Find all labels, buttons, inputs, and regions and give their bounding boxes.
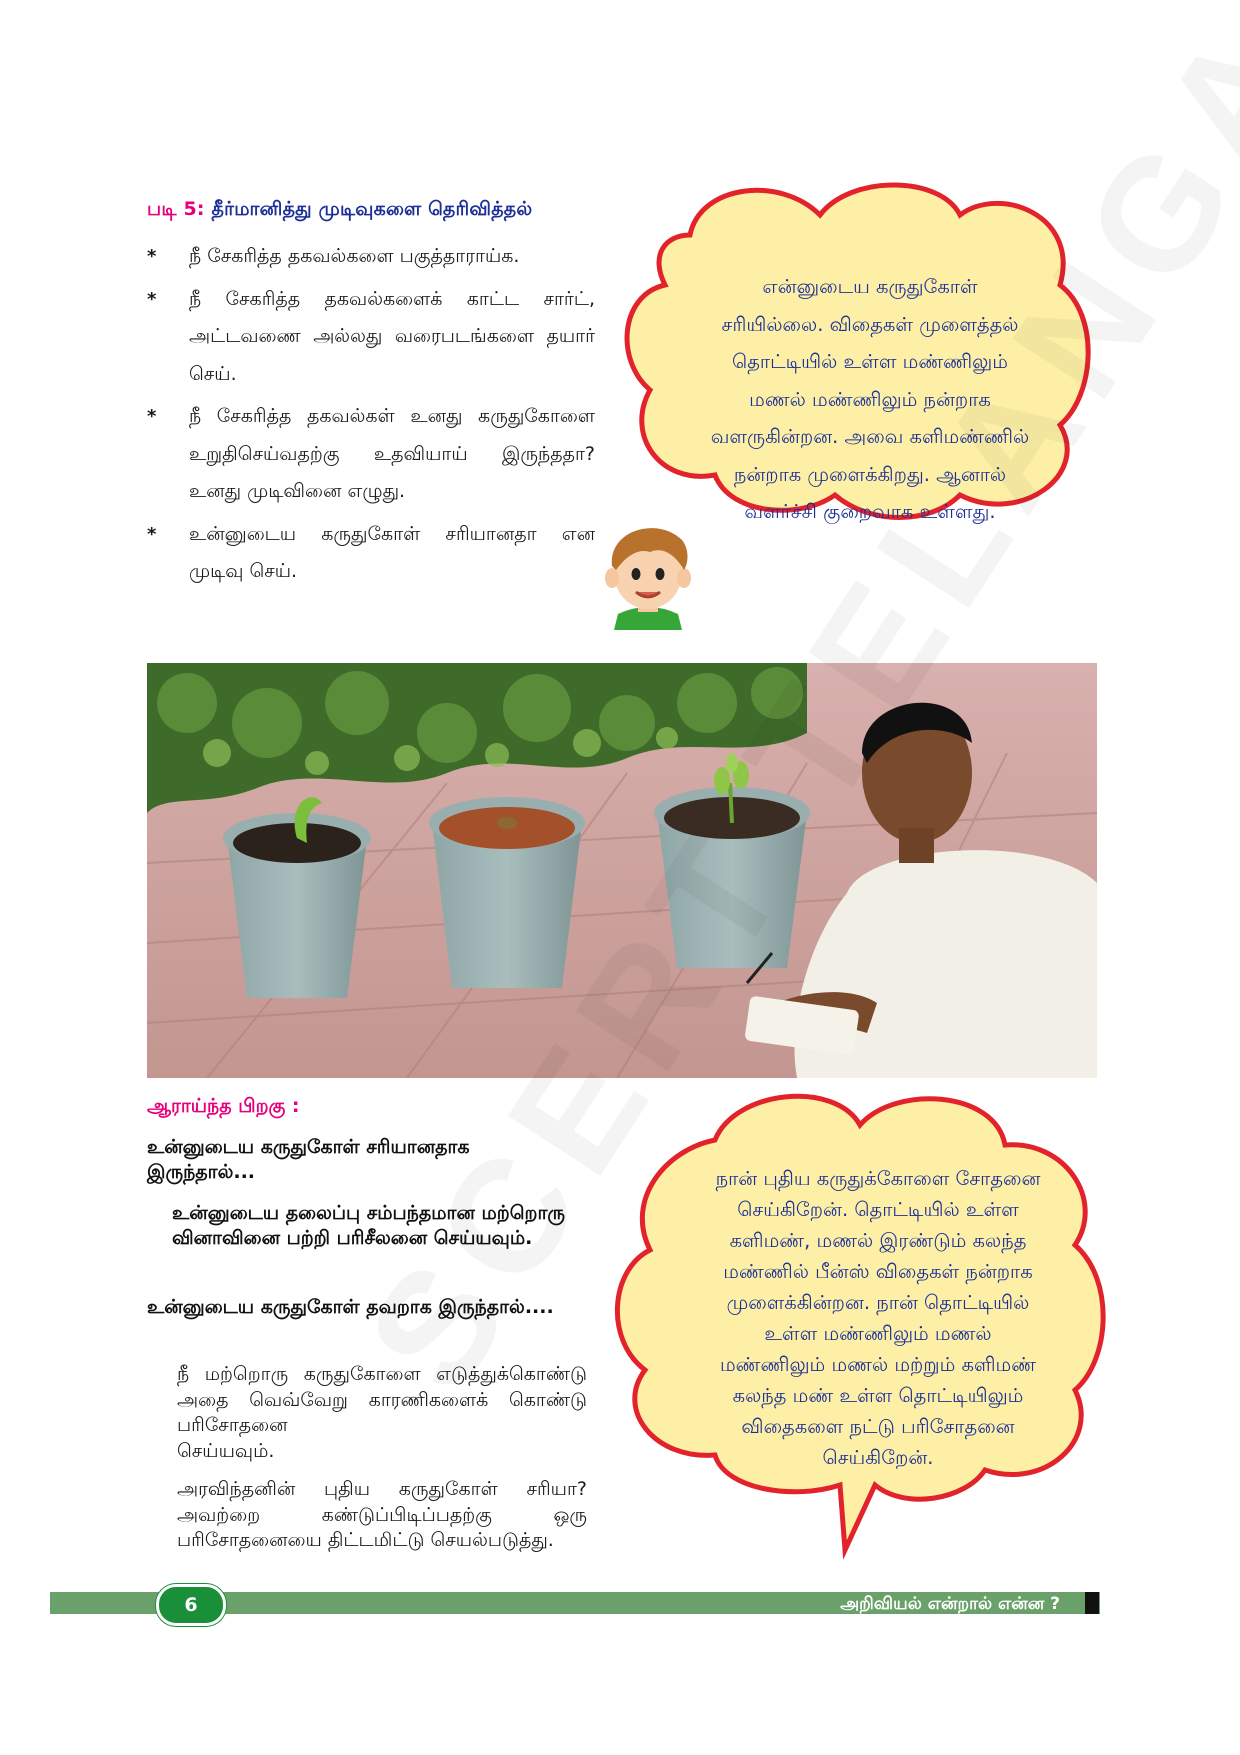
cloud-line: செய்கிறேன். தொட்டியில் உள்ள	[737, 1198, 1019, 1221]
pot-soil	[223, 797, 371, 998]
list-item-text: நீ சேகரித்த தகவல்களை பகுத்தாராய்க.	[189, 245, 520, 267]
cloud-line: என்னுடைய கருதுகோள்	[762, 275, 978, 298]
cloud-line: உள்ள மண்ணிலும் மணல்	[764, 1322, 992, 1345]
cloud-1-text	[655, 268, 1085, 531]
case1-title: உன்னுடைய கருதுகோள் சரியானதாக இருந்தால்...	[147, 1136, 470, 1183]
bullet-star-icon: *	[147, 406, 157, 427]
list-item	[145, 398, 595, 511]
list-item	[145, 281, 595, 394]
aravind-question-main: அரவிந்தனின் புதிய கருதுகோள் சரியா? அவற்றை கண்டுப்பிடிப்பதற்கு ஒரு	[177, 1478, 587, 1526]
cloud-line: மண்ணில் பீன்ஸ் விதைகள் நன்றாக	[723, 1260, 1033, 1283]
cloud-line: வளருகின்றன. அவை களிமண்ணில்	[710, 425, 1030, 448]
aravind-question-last: பரிசோதனையை திட்டமிட்டு செயல்படுத்து.	[177, 1529, 554, 1551]
case2-body-main: நீ மற்றொரு கருதுகோளை எடுத்துக்கொண்டு அதை வெவ்வேறு காரணிகளைக் கொண்டு பரிசோதனை	[177, 1363, 587, 1436]
cloud-2-text	[648, 1163, 1108, 1473]
case2-body-last: செய்யவும்.	[177, 1439, 275, 1462]
cloud-line: மண்ணிலும் மணல் மற்றும் களிமண்	[719, 1353, 1037, 1376]
list-item	[145, 238, 595, 276]
list-item	[145, 516, 595, 591]
cloud-line: செய்கிறேன்.	[822, 1446, 934, 1469]
case2-title: உன்னுடைய கருதுகோள் தவறாக இருந்தால்....	[147, 1296, 554, 1318]
aravind-question	[177, 1477, 587, 1554]
cloud-line: தொட்டியில் உள்ள மண்ணிலும்	[732, 350, 1008, 373]
step-title: தீர்மானித்து முடிவுகளை தெரிவித்தல்	[211, 198, 533, 220]
pots-illustration	[147, 663, 1097, 1078]
cloud-line: மணல் மண்ணிலும் நன்றாக	[749, 387, 991, 411]
page-number: 6	[156, 1584, 226, 1626]
pot-sand	[429, 797, 585, 988]
case2-body	[177, 1362, 587, 1464]
cloud-line: வளர்ச்சி குறைவாக உள்ளது.	[744, 500, 996, 523]
bullet-star-icon: *	[147, 246, 157, 267]
list-item-text: நீ சேகரித்த தகவல்களைக் காட்ட சார்ட், அட்டவணை அல்லது வரைபடங்களை தயார் செய்.	[189, 287, 595, 385]
bullet-star-icon: *	[147, 288, 157, 310]
after-heading: ஆராய்ந்த பிறகு :	[147, 1095, 300, 1117]
cloud-line: நான் புதிய கருதுக்கோளை சோதனை	[715, 1167, 1041, 1190]
case1-body: உன்னுடைய தலைப்பு சம்பந்தமான மற்றொரு வினாவினை பற்றி பரிசீலனை செய்யவும்.	[172, 1202, 565, 1249]
bullet-star-icon: *	[147, 523, 157, 545]
step-number: படி 5:	[147, 198, 205, 220]
cloud-line: நன்றாக முளைக்கிறது. ஆனால்	[733, 462, 1007, 486]
cloud-line: கலந்த மண் உள்ள தொட்டியிலும்	[732, 1384, 1024, 1407]
instruction-list	[145, 238, 595, 596]
cloud-line: சரியில்லை. விதைகள் முளைத்தல்	[721, 312, 1019, 336]
cloud-line: களிமண், மணல் இரண்டும் கலந்த	[729, 1229, 1027, 1252]
cloud-line: முளைக்கின்றன. நான் தொட்டியில்	[726, 1291, 1030, 1314]
step-heading	[147, 198, 532, 223]
experiment-photo	[147, 663, 1097, 1078]
list-item-text: உன்னுடைய கருதுகோள் சரியானதா என முடிவு செய்.	[189, 522, 595, 582]
list-item-text: நீ சேகரித்த தகவல்கள் உனது கருதுகோளை உறுதிசெய்வதற்கு உதவியாய் இருந்ததா? உனது முடிவினை எழுது.	[189, 405, 595, 502]
chapter-title: அறிவியல் என்றால் என்ன ?	[840, 1594, 1060, 1614]
cloud-line: விதைகளை நட்டு பரிசோதனை	[741, 1415, 1015, 1438]
footer-edge-mark	[1085, 1592, 1099, 1614]
boy-cartoon-icon	[598, 518, 698, 630]
